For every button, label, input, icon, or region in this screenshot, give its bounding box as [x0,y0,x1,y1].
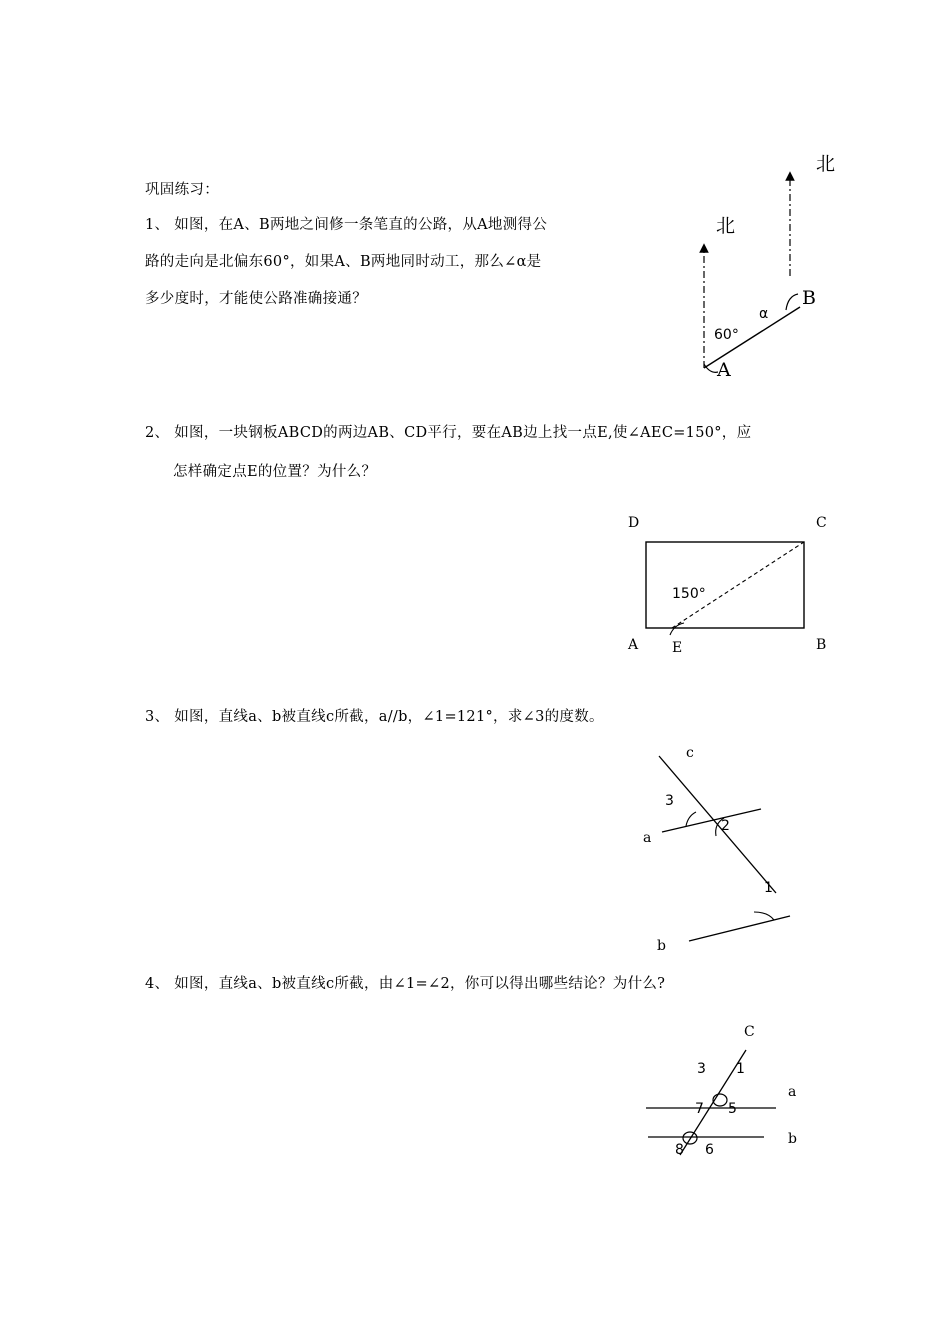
alpha-label: α [759,306,769,322]
line-a-label: a [788,1084,797,1100]
q3-line: 3、 如图，直线a、b被直线c所截，a//b，∠1=121°，求∠3的度数。 [145,709,604,725]
q2-figure [620,505,840,665]
vertex-a-label: A [628,637,639,653]
section-heading: 巩固练习： [145,182,219,198]
q4-line: 4、 如图，直线a、b被直线c所截，由∠1=∠2，你可以得出哪些结论？为什么? [145,976,666,992]
line-b [689,916,790,941]
vertex-d-label: D [628,515,640,531]
angle-3-label: 3 [697,1061,706,1077]
angle-3-label: 3 [665,793,674,809]
line-b-label: b [657,938,666,954]
line-c-label: c [686,745,694,761]
point-a-label: A [717,359,731,381]
angle-arc-b [754,912,774,920]
angle-arc-e [670,623,684,635]
q3-figure [630,740,810,955]
angle-150-label: 150° [672,586,706,602]
angle-6-label: 6 [705,1142,714,1158]
steel-plate-abcd [646,542,804,628]
vertex-b-label: B [816,637,827,653]
angle-2-label: 2 [721,818,730,834]
angle-5-label: 5 [728,1101,737,1117]
line-a-label: a [643,830,652,846]
angle-7-label: 7 [695,1101,704,1117]
q1-line-2: 路的走向是北偏东60°，如果A、B两地同时动工，那么∠α是 [145,254,542,270]
segment-ec [672,542,804,628]
vertex-c-label: C [816,515,827,531]
angle-arc-a [704,364,718,372]
point-b-label: B [802,287,816,309]
line-b-label: b [788,1131,797,1147]
q4-figure [630,1010,820,1165]
q2-line-1: 2、 如图，一块钢板ABCD的两边AB、CD平行，要在AB边上找一点E,使∠AEC=150°，应 [145,425,752,441]
q1-figure [680,150,850,390]
angle-1-label: 1 [764,880,773,896]
q2-line-2: 怎样确定点E的位置？为什么？ [173,464,377,480]
angle-60-label: 60° [714,327,739,343]
north-label-b: 北 [816,153,836,175]
angle-8-label: 8 [675,1142,684,1158]
q1-line-3: 多少度时，才能使公路准确接通？ [145,291,367,307]
angle-arc-b [786,294,798,310]
line-c-label: C [744,1024,755,1040]
q1-line-1: 1、 如图，在A、B两地之间修一条笔直的公路，从A地测得公 [145,217,548,233]
angle-1-label: 1 [736,1061,745,1077]
line-a [662,809,761,832]
north-label-a: 北 [716,215,736,237]
point-e-label: E [672,640,683,656]
